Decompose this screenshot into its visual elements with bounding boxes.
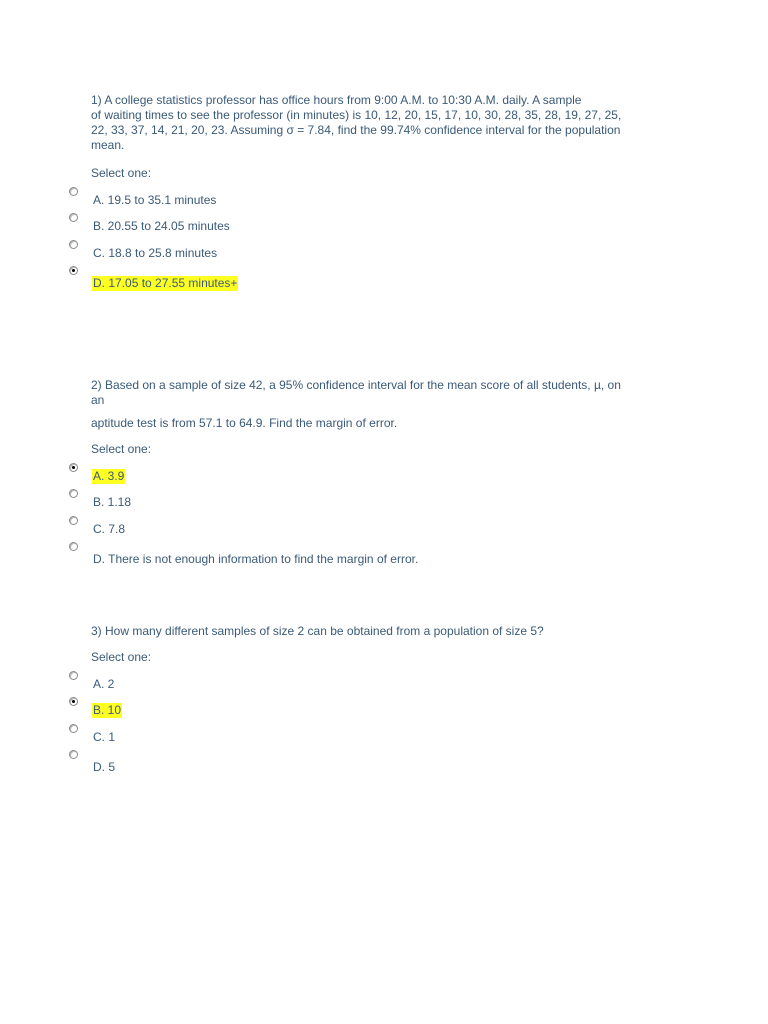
option-q1-c[interactable]: C. 18.8 to 25.8 minutes bbox=[93, 246, 218, 260]
question-2-text-continued: aptitude test is from 57.1 to 64.9. Find the margin of error. bbox=[91, 416, 398, 430]
option-q3-a[interactable]: A. 2 bbox=[93, 677, 115, 691]
option-q2-b[interactable]: B. 1.18 bbox=[93, 495, 132, 509]
option-q2-d[interactable]: D. There is not enough information to find the margin of error. bbox=[93, 552, 419, 566]
radio-q1-b[interactable] bbox=[69, 213, 78, 222]
option-q3-c[interactable]: C. 1 bbox=[93, 730, 116, 744]
radio-q3-c[interactable] bbox=[69, 724, 78, 733]
radio-q2-a-selected[interactable] bbox=[69, 463, 78, 472]
option-q2-c[interactable]: C. 7.8 bbox=[93, 522, 126, 536]
question-3-select-label: Select one: bbox=[91, 650, 152, 664]
option-q3-b[interactable]: B. 10 bbox=[93, 703, 122, 717]
question-1-text: 1) A college statistics professor has office hours from 9:00 A.M. to 10:30 A.M. daily. A sample of waiting times to see the professor (in minutes) is 10, 12, 20, 15, 17, 10, 30, 28, 35, 28, 19, 27, 25, 22, 33, 37, 14, 21, 20, 23. Assuming σ = 7.84, find the 99.74% confidence interval for the population mean. bbox=[91, 93, 622, 152]
radio-q3-a[interactable] bbox=[69, 671, 78, 680]
radio-q2-b[interactable] bbox=[69, 489, 78, 498]
radio-q3-d[interactable] bbox=[69, 750, 78, 759]
radio-q3-b-selected[interactable] bbox=[69, 697, 78, 706]
question-3-text: 3) How many different samples of size 2 can be obtained from a population of size 5? bbox=[91, 624, 544, 638]
radio-q2-d[interactable] bbox=[69, 542, 78, 551]
option-q1-d[interactable]: D. 17.05 to 27.55 minutes+ bbox=[93, 276, 238, 290]
radio-q2-c[interactable] bbox=[69, 516, 78, 525]
question-1-select-label: Select one: bbox=[91, 166, 152, 180]
option-q1-a[interactable]: A. 19.5 to 35.1 minutes bbox=[93, 193, 217, 207]
question-2-text: 2) Based on a sample of size 42, a 95% confidence interval for the mean score of all students, µ, on an bbox=[91, 378, 621, 407]
radio-q1-c[interactable] bbox=[69, 240, 78, 249]
option-q1-b[interactable]: B. 20.55 to 24.05 minutes bbox=[93, 219, 230, 233]
option-q3-d[interactable]: D. 5 bbox=[93, 760, 116, 774]
question-2-select-label: Select one: bbox=[91, 442, 152, 456]
radio-q1-a[interactable] bbox=[69, 187, 78, 196]
option-q2-a[interactable]: A. 3.9 bbox=[93, 469, 125, 483]
radio-q1-d-selected[interactable] bbox=[69, 266, 78, 275]
